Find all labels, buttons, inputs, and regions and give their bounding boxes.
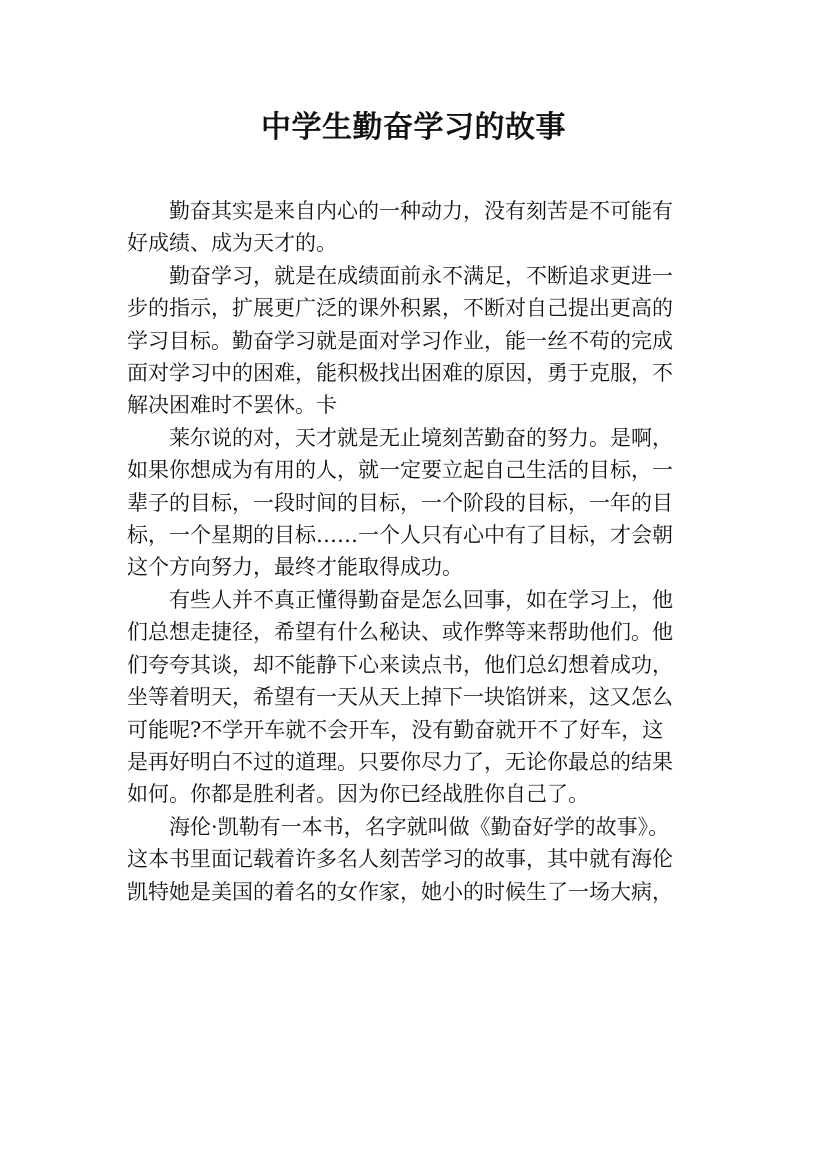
paragraph-line: 有些人并不真正懂得勤奋是怎么回事，如在学习上，他 bbox=[169, 587, 673, 612]
paragraph-line: 坐等着明天，希望有一天从天上掉下一块馅饼来，这又怎么 bbox=[127, 685, 673, 710]
document-body bbox=[127, 195, 707, 908]
paragraph-line: 步的指示，扩展更广泛的课外积累，不断对自己提出更高的 bbox=[127, 296, 673, 321]
paragraph-1 bbox=[127, 195, 707, 260]
paragraph-5 bbox=[127, 811, 707, 908]
paragraph-3 bbox=[127, 422, 707, 584]
paragraph-line: 辈子的目标，一段时间的目标，一个阶段的目标，一年的目 bbox=[127, 490, 673, 515]
paragraph-line: 如果你想成为有用的人，就一定要立起自己生活的目标，一 bbox=[127, 458, 673, 483]
paragraph-line: 们总想走捷径，希望有什么秘诀、或作弊等来帮助他们。他 bbox=[127, 620, 673, 645]
paragraph-line: 学习目标。勤奋学习就是面对学习作业，能一丝不苟的完成 bbox=[127, 328, 673, 353]
paragraph-line: 海伦·凯勒有一本书，名字就叫做《勤奋好学的故事》。 bbox=[169, 814, 670, 839]
paragraph-line: 莱尔说的对，天才就是无止境刻苦勤奋的努力。是啊， bbox=[169, 425, 673, 450]
paragraph-line: 可能呢?不学开车就不会开车，没有勤奋就开不了好车，这 bbox=[127, 717, 664, 742]
paragraph-line: 好成绩、成为天才的。 bbox=[127, 231, 337, 256]
paragraph-line: 解决困难时不罢休。卡 bbox=[127, 393, 337, 418]
paragraph-2 bbox=[127, 260, 707, 422]
paragraph-line: 标，一个星期的目标……一个人只有心中有了目标，才会朝 bbox=[127, 523, 673, 548]
paragraph-line: 勤奋其实是来自内心的一种动力，没有刻苦是不可能有 bbox=[169, 199, 673, 223]
paragraph-line: 面对学习中的困难，能积极找出困难的原因，勇于克服，不 bbox=[127, 361, 673, 386]
paragraph-line: 是再好明白不过的道理。只要你尽力了，无论你最总的结果 bbox=[127, 749, 673, 774]
paragraph-line: 这本书里面记载着许多名人刻苦学习的故事，其中就有海伦 bbox=[127, 847, 673, 872]
paragraph-line: 凯特她是美国的着名的女作家，她小的时候生了一场大病， bbox=[127, 879, 673, 904]
document-title: 中学生勤奋学习的故事 bbox=[261, 110, 566, 145]
paragraph-4 bbox=[127, 584, 707, 811]
paragraph-line: 们夸夸其谈，却不能静下心来读点书，他们总幻想着成功， bbox=[127, 652, 673, 677]
paragraph-line: 勤奋学习，就是在成绩面前永不满足，不断追求更进一 bbox=[169, 263, 673, 288]
paragraph-line: 如何。你都是胜利者。因为你已经战胜你自己了。 bbox=[127, 782, 589, 807]
paragraph-line: 这个方向努力，最终才能取得成功。 bbox=[127, 555, 463, 580]
